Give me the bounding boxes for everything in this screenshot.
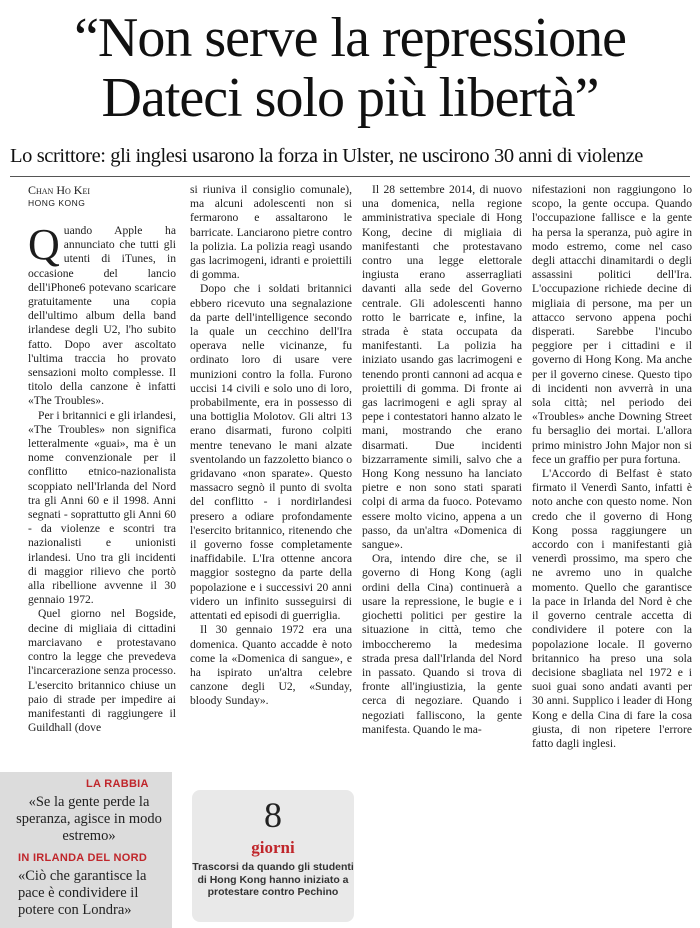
article-paragraph: nifestazioni non raggiungono lo scopo, la gente occupa. Quando l'occupazione fallisce e la gente ha persa la speranza, può agire in modo estremo, come nel caso degli attacchi dinamitardi o degli assassini politici dell'Ira. L'occupazione richiede decine di migliaia di persone, ma per un attacco servono appena pochi disperati. Sarebbe l'incubo peggiore per i cittadini e il governo di Hong Kong. Ma anche per il governo cinese. Questo tipo di incidenti non avverrà in una sola città; nel periodo dei «Troubles» anche Downing Street fu bersaglio dei mortai. L'allora primo ministro John Major non si fece un graffio per pura fortuna.	[532, 183, 692, 466]
stat-box	[192, 790, 354, 922]
article-paragraph: L'Accordo di Belfast è stato firmato il Venerdì Santo, infatti è noto anche con questo nome. Non credo che il governo di Hong Kong possa raggiungere un accordo con i manifestanti già venerdì prossimo, ma spero che ne avremo uno in qualche momento. Quello che garantisce la pace in Irlanda del Nord è che il governo centrale accetta di condividere il potere con la popolazione locale. Il governo britannico ha preso una sola decisione sbagliata nel 1972 e i suoi guai sono andati avanti per 30 anni. Supplico i leader di Hong Kong e della Cina di fare la cosa giusta, di non ripetere l'errore fatto dagli inglesi.	[532, 467, 692, 750]
stat-description: Trascorsi da quando gli studenti di Hong Kong hanno iniziato a protestare contro Pechino	[192, 861, 354, 898]
pullquote-text: «Se la gente perde la speranza, agisce in modo estremo»	[16, 794, 162, 844]
article-paragraph: Quel giorno nel Bogside, decine di migliaia di cittadini marciavano e protestavano contro la legge che prevedeva l'incarcerazione senza processo. L'esercito britannico chiuse un paio di strade per impedire ai manifestanti di raggiungere il Guildhall (dove	[28, 607, 176, 735]
headline-line-2: Dateci solo più libertà”	[101, 67, 599, 129]
headline-line-1: “Non serve la repressione	[74, 7, 626, 69]
article-paragraph: Il 28 settembre 2014, di nuovo una domenica, nella regione amministrativa speciale di Hong Kong, decine di migliaia di manifestanti che protestavano contro una legge elettorale ingiusta erano asserragliati davanti alla sede del Governo centrale. Gli adolescenti hanno rotto le barricate e, infine, la strada è stata occupata da manifestanti. La polizia ha iniziato usando gas lacrimogeni e tenendo pronti cannoni ad acqua e proiettili di gomma. Di fronte ai gas lacrimogeni e agli spray al pepe i contestatori hanno alzato le mani, mostrando che erano disarmati. Due incidenti bizzarramente simili, salvo che a Hong Kong nessuno ha lanciato pietre e non sono stati sparati colpi di arma da fuoco. Potevamo essere molto vicino, appena a un passo, da un'altra «Domenica di sangue».	[362, 183, 522, 552]
pullquote-label: IN IRLANDA DEL NORD	[18, 852, 148, 864]
byline	[28, 184, 90, 210]
headline	[0, 8, 700, 128]
article-column-2	[190, 183, 352, 709]
stat-unit: giorni	[251, 838, 295, 857]
article-paragraph: Ora, intendo dire che, se il governo di Hong Kong (agli ordini della Cina) continuerà a usare la repressione, le bugie e i giochetti politici per gestire la situazione in città, temo che imboccheremo la medesima strada presa dall'Irlanda del Nord in passato. Quando si trova di fronte all'ingiustizia, la gente cerca di negoziare. Quando i negoziati falliscono, la gente manifesta. Quando le ma-	[362, 552, 522, 736]
article-column-3	[362, 183, 522, 737]
article-column-1	[28, 220, 176, 735]
article-paragraph: Quando Apple ha annunciato che tutti gli utenti di iTunes, in occasione del lancio dell'iPhone6 potevano scaricare gratuitamente una copia dell'ultimo album della band irlandese degli U2, l'ho subito fatto. Dopo aver ascoltato l'ultima traccia ho provato sensazioni molto complesse. Il titolo della canzone è infatti «The Troubles».	[28, 220, 176, 408]
article-paragraph: Il 30 gennaio 1972 era una domenica. Quanto accadde è noto come la «Domenica di sangue», e ha ispirato un'altra celebre canzone degli U2, «Sunday, bloody Sunday».	[190, 623, 352, 708]
article-paragraph: Dopo che i soldati britannici ebbero ricevuto una segnalazione da parte dell'intelligence secondo la quale un cecchino dell'Ira operava nelle vicinanze, fu ordinato loro di usare vere munizioni contro la folla. Furono uccisi 14 civili e solo uno di loro, probabilmente, era in possesso di una bottiglia Molotov. Gli altri 13 erano disarmati, furono colpiti mentre tenevano le mani alzate sventolando un fazzoletto bianco o gridavano «non sparate». Questo massacro segnò il punto di svolta del conflitto - i nordirlandesi presero a odiare profondamente l'esercito britannico, ritenendo che il governo fosse completamente inaffidabile. L'Ira ottenne ancora maggior sostegno da parte della popolazione e i successivi 20 anni videro un infinito susseguirsi di attentati ed episodi di guerriglia.	[190, 282, 352, 623]
pullquote-rabbia	[14, 778, 164, 845]
drop-cap: Q	[28, 220, 60, 269]
article-paragraph: Per i britannici e gli irlandesi, «The Troubles» non significa letteralmente «guai», ma è un nome convenzionale per il conflitto etnico-nazionalista scoppiato nell'Irlanda del Nord tra gli Anni 60 e il 1998. Anni segnati - soprattutto gli Anni 60 - da violenze e scontri tra nazionalisti e unionisti irlandesi. Uno tra gli incidenti di maggior rilievo che portò alla ribellione avvenne il 30 gennaio 1972.	[28, 408, 176, 607]
pullquote-irlanda	[14, 852, 164, 919]
byline-author: Chan Ho Kei	[28, 183, 90, 197]
byline-place: HONG KONG	[28, 198, 86, 208]
article-paragraph: si riuniva il consiglio comunale), ma alcuni adolescenti non si fermarono e assaltarono le barricate. Lanciarono pietre contro la polizia. La polizia reagì usando gas lacrimogeni, idranti e proiettili di gomma.	[190, 183, 352, 282]
subheadline: Lo scrittore: gli inglesi usarono la forza in Ulster, ne uscirono 30 anni di violenze	[10, 145, 643, 167]
header-divider	[10, 176, 690, 177]
article-column-4	[532, 183, 692, 751]
pullquote-text: «Ciò che garantisce la pace è condividere il potere con Londra»	[18, 868, 147, 918]
pullquote-label: LA RABBIA	[86, 778, 149, 790]
stat-number: 8	[264, 795, 282, 835]
